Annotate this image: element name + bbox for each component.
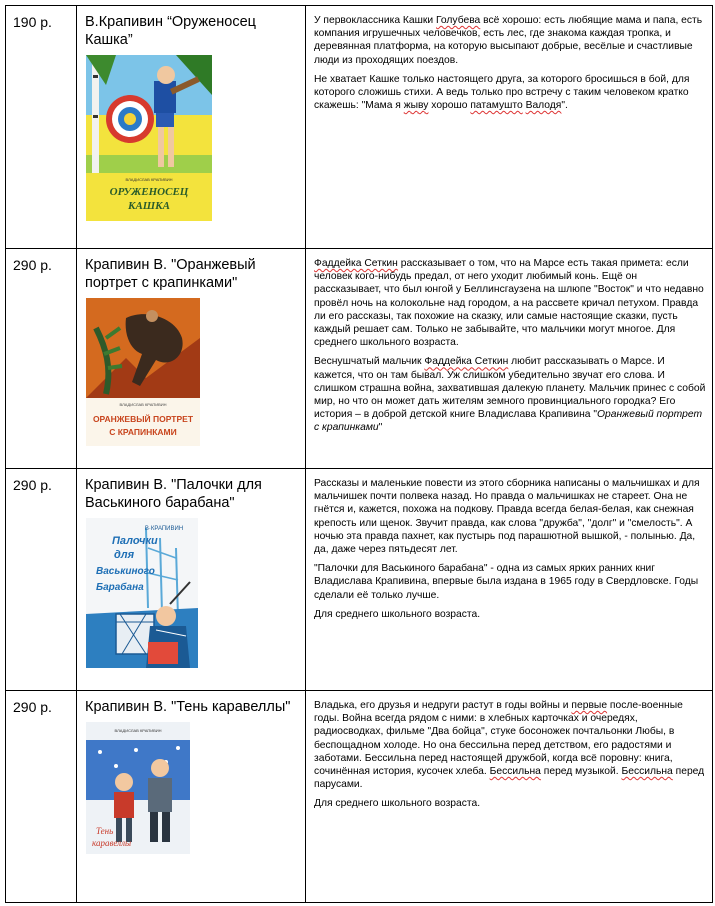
cover-author: ВЛАДИСЛАВ КРАПИВИН [114,728,162,733]
description-paragraph: Не хватает Кашке только настоящего друга, за которого бросишься в бой, для которого сложишь стихи. А ведь только про встречу с таким человеком кратко скажешь: "Мама я жыву хорошо патамушто Валодя". [314,73,690,112]
description-cell [306,691,713,903]
book-catalog-table [5,5,713,903]
description-cell [306,469,713,691]
description-paragraph: Владька, его друзья и недруги растут в годы войны и первые после-военные годы. Война всегда рядом с ними: в хлебных карточках и очередях, радиосводках, фильме "Два бойца", стуке босоножек почтальонки Любы, в беспощадном холоде. Но она бессильна перед детством, его радостями и заботами. Бессильна перед настоящей дружбой, когда всё поровну: книга, сочинённая история, кусочек хлеба. Бессильна перед музыкой. Бессильна перед парусами. [314,700,705,791]
price: 290 р. [13,699,52,715]
price-cell [6,6,77,249]
price: 290 р. [13,257,52,273]
table-row [6,6,713,249]
cover-title-line1: ОРАНЖЕВЫЙ ПОРТРЕТ [92,414,194,424]
cover-title-line1: Тень [96,826,114,836]
book-title: Крапивин В. "Тень каравеллы" [85,699,291,715]
cover-author: В·КРАПИВИН [144,526,184,532]
description [306,469,712,621]
drummer-boy-book-cover-icon [86,518,198,668]
table-row [6,249,713,469]
description [306,6,712,112]
description [306,249,712,435]
book-title: Крапивин В. "Палочки для Васькиного барабана" [85,477,262,511]
cover-title-line2: КАШКА [128,200,170,212]
description-paragraph: "Палочки для Васькиного барабана" - одна из самых ярких ранних книг Владислава Крапивина, впервые была издана в 1965 году в Свердловске. Годы сделали её только лучше. [314,563,699,601]
price-cell [6,249,77,469]
description-paragraph: У первоклассника Кашки Голубева всё хорошо: есть любящие мама и папа, есть компания игрушечных человечков, есть лес, где знакома каждая тропка, и деревянная платформа, на которую высыпают добрые, весёлые и счастливые люди из проходящих поездов. [314,15,703,66]
two-boys-book-cover-icon [86,722,190,854]
cover-title-line2: С КРАПИНКАМИ [109,427,177,437]
description-paragraph: Рассказы и маленькие повести из этого сборника написаны о мальчишках и для мальчишек почти полвека назад. Но правда о мальчишках не стареет. Она не гнётся и, кажется, похожа на подкову. Правда всегда белая-белая, как снежная крепость или щенок. Звучит правда, как слова "дружба", "долг" и "смелость". А ночью эта правда пахнет, как пустырь под парашютной вышкой, - полынью. Да, да, даже через пятьдесят лет. [314,478,700,556]
price: 290 р. [13,477,52,493]
price: 190 р. [13,14,52,30]
description [306,691,712,811]
table-row [6,691,713,903]
title-cell [77,249,306,469]
title-cell [77,691,306,903]
description-paragraph: Для среднего школьного возраста. [314,798,481,810]
cover-title-line2: для [114,549,135,561]
cover-title-line3: Васькиного [96,566,155,577]
description-paragraph: Для среднего школьного возраста. [314,608,481,620]
cover-title-line2: каравеллы [92,838,132,848]
table-row [6,469,713,691]
cover-author: ВЛАДИСЛАВ КРАПИВИН [125,177,173,182]
cover-title-line4: Барабана [96,582,144,593]
cover-title-line1: ОРУЖЕНОСЕЦ [109,186,189,198]
price-cell [6,691,77,903]
book-title: Крапивин В. "Оранжевый портрет с крапинками" [85,257,256,291]
description-paragraph: Фаддейка Сеткин рассказывает о том, что на Марсе есть такая примета: если человек кого-нибудь предал, от него уходит любимый конь. Ещё он рассказывает, что был юнгой у Беллинсгаузена на шлюпе "Восток" и что недавно провёл ночь на колокольне над городом, а на рассвете кричал петухом. Правда ли его рассказы, так похожие на сказку, или самые настоящие сказки, пусть каждый решает сам. Только не забывайте, что мальчики могут многое. Для среднего школьного возраста. [314,258,704,349]
cover-author: ВЛАДИСЛАВ КРАПИВИН [119,402,167,407]
price-cell [6,469,77,691]
horse-rider-book-cover-icon [86,298,200,446]
title-cell [77,469,306,691]
description-cell [306,6,713,249]
archery-target-book-cover-icon [86,55,212,221]
description-cell [306,249,713,469]
title-cell [77,6,306,249]
description-paragraph: Веснушчатый мальчик Фаддейка Сеткин любит рассказывать о Марсе. И кажется, что он там бывал. Уж слишком убедительно звучат его слова. И слишком страшна война, захватившая далекую планету. Мальчик принес с собой мир, но что он может дать жителям земного провинциального городка? Его история – в доброй детской книге Владислава Крапивина "Оранжевый портрет с крапинками" [314,356,706,434]
cover-title-line1: Палочки [112,535,158,547]
book-title: В.Крапивин “Оруженосец Кашка” [85,14,256,48]
